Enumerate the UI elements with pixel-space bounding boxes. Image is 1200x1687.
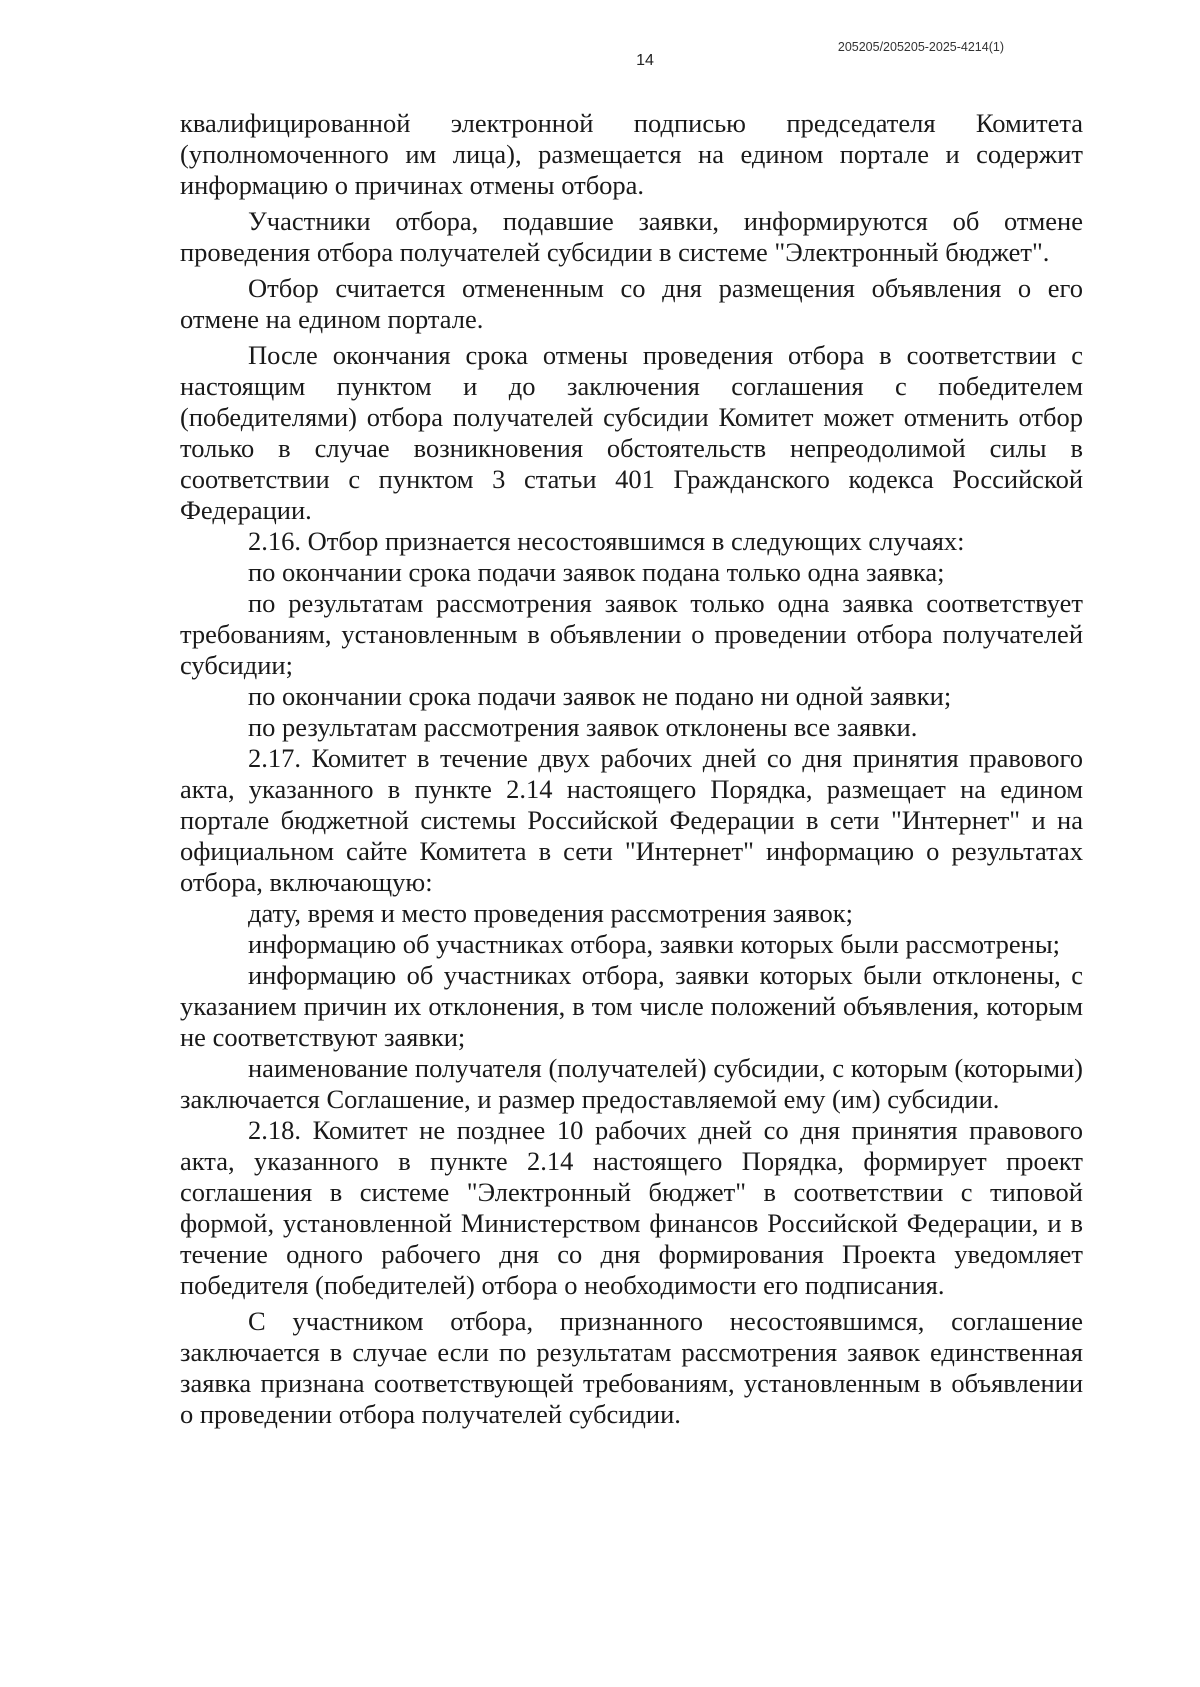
paragraph: Отбор считается отмененным со дня размещения объявления о его отмене на едином портале. — [180, 273, 1083, 334]
list-item: информацию об участниках отбора, заявки которых были рассмотрены; — [248, 929, 1061, 959]
paragraph: После окончания срока отмены проведения отбора в соответствии с настоящим пунктом и до заключения соглашения с победителем (победителями) отбора получателей субсидии Комитет может отменить отбор только в случае возникновения обстоятельств непреодолимой силы в соответствии с пунктом 3 статьи 401 Гражданского кодекса Российской Федерации. — [180, 340, 1083, 525]
list-item: информацию об участниках отбора, заявки которых были отклонены, с указанием причин их отклонения, в том числе положений объявления, которым не соответствуют заявки; — [180, 960, 1083, 1052]
paragraph: 2.17. Комитет в течение двух рабочих дней со дня принятия правового акта, указанного в пункте 2.14 настоящего Порядка, размещает на едином портале бюджетной системы Российской Федерации в сети "Интернет" и на официальном сайте Комитета в сети "Интернет" информацию о результатах отбора, включающую: — [180, 743, 1083, 897]
list-item: дату, время и место проведения рассмотрения заявок; — [248, 898, 854, 928]
document-body — [180, 108, 1083, 1430]
list-item: по окончании срока подачи заявок подана только одна заявка; — [248, 557, 945, 587]
paragraph: Участники отбора, подавшие заявки, информируются об отмене проведения отбора получателей субсидии в системе "Электронный бюджет". — [180, 206, 1083, 267]
paragraph: квалифицированной электронной подписью председателя Комитета (уполномоченного им лица), размещается на едином портале и содержит информацию о причинах отмены отбора. — [180, 108, 1083, 200]
list-item: наименование получателя (получателей) субсидии, с которым (которыми) заключается Соглашение, и размер предоставляемой ему (им) субсидии. — [180, 1053, 1083, 1114]
document-id: 205205/205205-2025-4214(1) — [837, 40, 1004, 54]
list-item: по результатам рассмотрения заявок только одна заявка соответствует требованиям, установленным в объявлении о проведении отбора получателей субсидии; — [180, 588, 1083, 680]
list-item: по окончании срока подачи заявок не подано ни одной заявки; — [248, 681, 952, 711]
list-item: по результатам рассмотрения заявок отклонены все заявки. — [248, 712, 918, 742]
paragraph: С участником отбора, признанного несостоявшимся, соглашение заключается в случае если по результатам рассмотрения заявок единственная заявка признана соответствующей требованиям, установленным в объявлении о проведении отбора получателей субсидии. — [180, 1306, 1083, 1429]
page-number: 14 — [636, 52, 654, 69]
paragraph: 2.18. Комитет не позднее 10 рабочих дней со дня принятия правового акта, указанного в пункте 2.14 настоящего Порядка, формирует проект соглашения в системе "Электронный бюджет" в соответствии с типовой формой, установленной Министерством финансов Российской Федерации, и в течение одного рабочего дня со дня формирования Проекта уведомляет победителя (победителей) отбора о необходимости его подписания. — [180, 1115, 1083, 1300]
paragraph: 2.16. Отбор признается несостоявшимся в следующих случаях: — [248, 526, 965, 556]
